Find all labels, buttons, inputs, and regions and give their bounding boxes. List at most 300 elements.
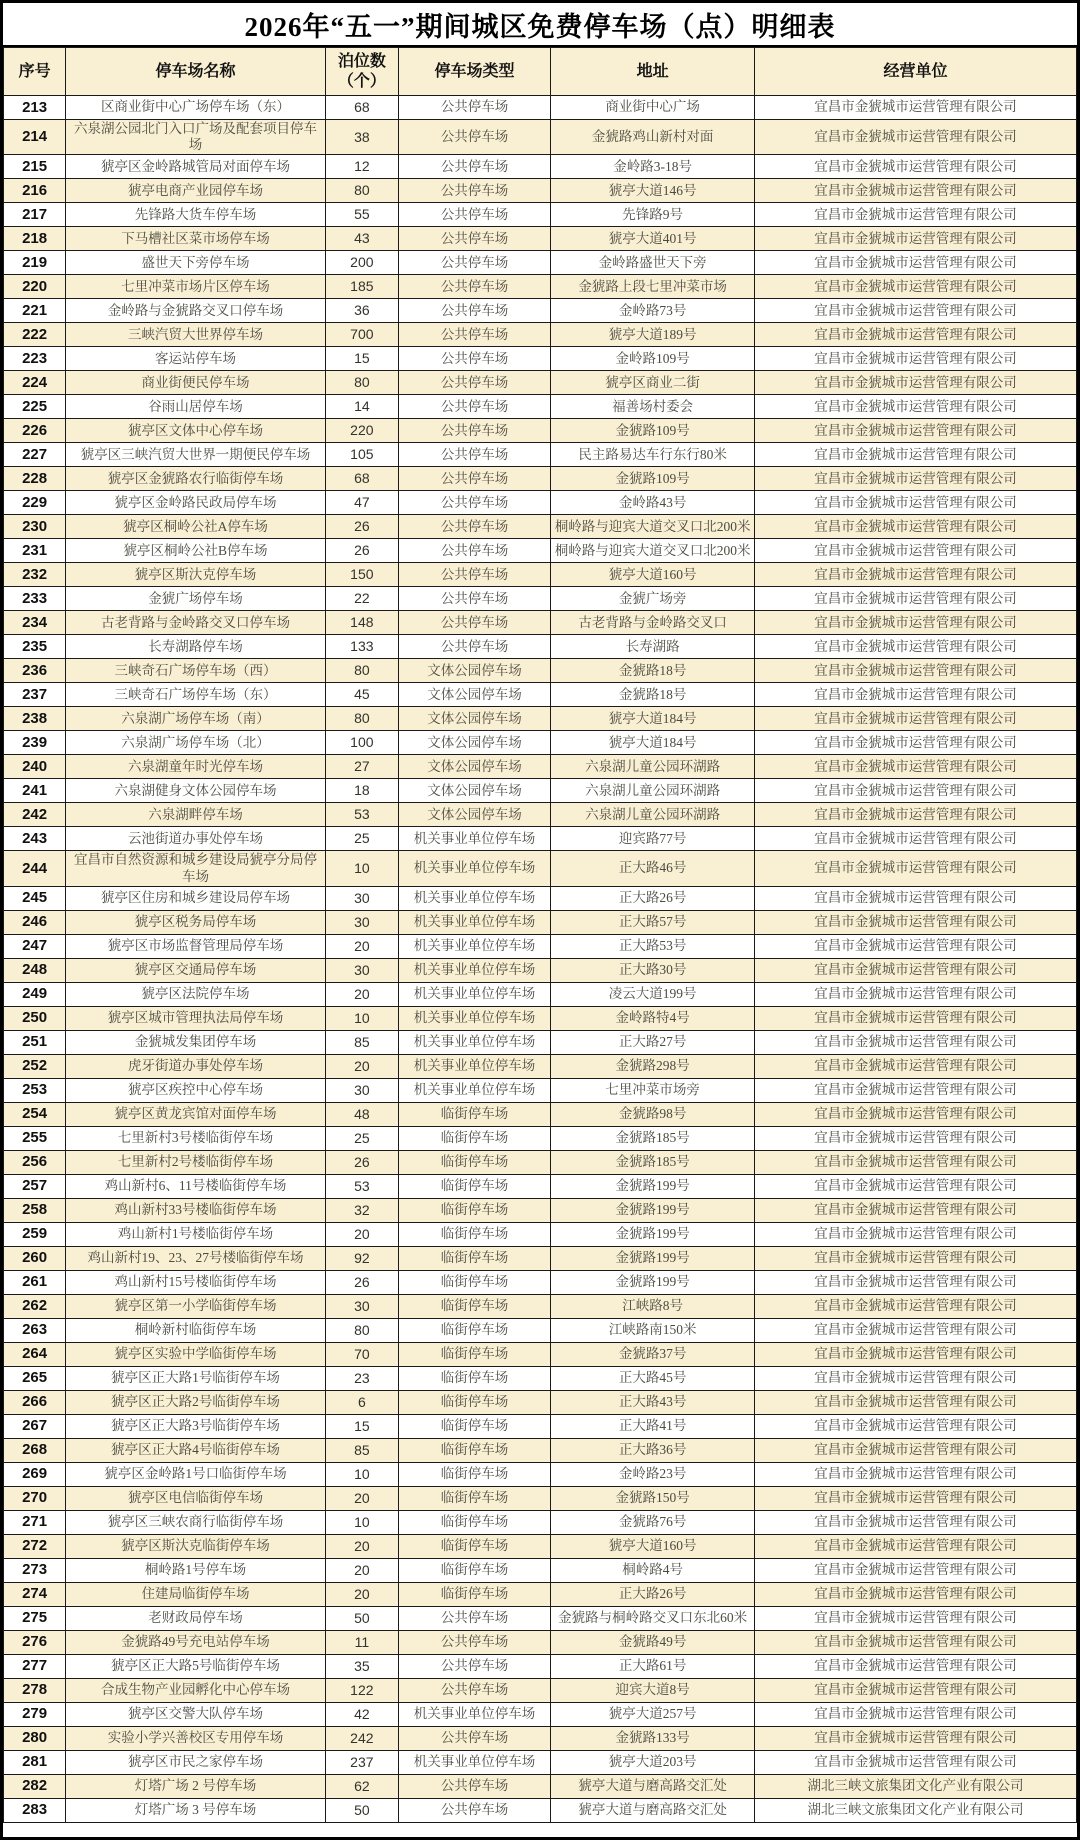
operator-cell: 湖北三峡文旅集团文化产业有限公司 — [755, 1774, 1077, 1798]
col-header-serial: 序号 — [4, 48, 66, 96]
address-cell: 迎宾路77号 — [551, 827, 755, 851]
operator-cell: 湖北三峡文旅集团文化产业有限公司 — [755, 1798, 1077, 1822]
spaces-cell: 20 — [325, 1486, 398, 1510]
spaces-cell: 15 — [325, 1414, 398, 1438]
name-cell: 三峡汽贸大世界停车场 — [66, 323, 326, 347]
table-row — [4, 851, 1077, 886]
address-cell: 金猇路199号 — [551, 1222, 755, 1246]
spaces-cell: 68 — [325, 96, 398, 120]
spaces-cell: 20 — [325, 982, 398, 1006]
operator-cell: 宜昌市金猇城市运营管理有限公司 — [755, 371, 1077, 395]
operator-cell: 宜昌市金猇城市运营管理有限公司 — [755, 827, 1077, 851]
address-cell: 猇亭大道203号 — [551, 1750, 755, 1774]
serial-cell: 218 — [4, 227, 66, 251]
table-body — [4, 96, 1077, 1823]
type-cell: 公共停车场 — [398, 323, 550, 347]
serial-cell: 281 — [4, 1750, 66, 1774]
name-cell: 猇亭区正大路1号临街停车场 — [66, 1366, 326, 1390]
serial-cell: 254 — [4, 1102, 66, 1126]
name-cell: 盛世天下旁停车场 — [66, 251, 326, 275]
serial-cell: 223 — [4, 347, 66, 371]
name-cell: 谷雨山居停车场 — [66, 395, 326, 419]
spaces-cell: 30 — [325, 1078, 398, 1102]
table-row — [4, 683, 1077, 707]
address-cell: 猇亭大道与磨高路交汇处 — [551, 1774, 755, 1798]
spaces-cell: 62 — [325, 1774, 398, 1798]
type-cell: 文体公园停车场 — [398, 779, 550, 803]
serial-cell: 251 — [4, 1030, 66, 1054]
serial-cell: 240 — [4, 755, 66, 779]
name-cell: 下马槽社区菜市场停车场 — [66, 227, 326, 251]
spaces-cell: 38 — [325, 120, 398, 155]
table-row — [4, 611, 1077, 635]
name-cell: 猇亭区正大路4号临街停车场 — [66, 1438, 326, 1462]
serial-cell: 259 — [4, 1222, 66, 1246]
table-row — [4, 1078, 1077, 1102]
spaces-cell: 80 — [325, 707, 398, 731]
spaces-cell: 30 — [325, 886, 398, 910]
type-cell: 文体公园停车场 — [398, 803, 550, 827]
name-cell: 鸡山新村15号楼临街停车场 — [66, 1270, 326, 1294]
type-cell: 公共停车场 — [398, 227, 550, 251]
serial-cell: 241 — [4, 779, 66, 803]
type-cell: 公共停车场 — [398, 395, 550, 419]
serial-cell: 228 — [4, 467, 66, 491]
table-row — [4, 1726, 1077, 1750]
table-row — [4, 886, 1077, 910]
table-row — [4, 347, 1077, 371]
type-cell: 公共停车场 — [398, 1630, 550, 1654]
operator-cell: 宜昌市金猇城市运营管理有限公司 — [755, 563, 1077, 587]
address-cell: 福善场村委会 — [551, 395, 755, 419]
serial-cell: 263 — [4, 1318, 66, 1342]
address-cell: 猇亭大道189号 — [551, 323, 755, 347]
operator-cell: 宜昌市金猇城市运营管理有限公司 — [755, 1606, 1077, 1630]
col-header-operator: 经营单位 — [755, 48, 1077, 96]
type-cell: 临街停车场 — [398, 1150, 550, 1174]
serial-cell: 239 — [4, 731, 66, 755]
spaces-cell: 50 — [325, 1798, 398, 1822]
spaces-cell: 15 — [325, 347, 398, 371]
table-row — [4, 1678, 1077, 1702]
table-row — [4, 707, 1077, 731]
table-row — [4, 323, 1077, 347]
spaces-cell: 14 — [325, 395, 398, 419]
table-row — [4, 203, 1077, 227]
address-cell: 七里冲菜市场旁 — [551, 1078, 755, 1102]
spaces-cell: 26 — [325, 1270, 398, 1294]
type-cell: 临街停车场 — [398, 1486, 550, 1510]
type-cell: 临街停车场 — [398, 1558, 550, 1582]
operator-cell: 宜昌市金猇城市运营管理有限公司 — [755, 1462, 1077, 1486]
name-cell: 猇亭区正大路2号临街停车场 — [66, 1390, 326, 1414]
spaces-cell: 185 — [325, 275, 398, 299]
table-row — [4, 587, 1077, 611]
address-cell: 商业街中心广场 — [551, 96, 755, 120]
table-row — [4, 155, 1077, 179]
address-cell: 金猇路上段七里冲菜市场 — [551, 275, 755, 299]
type-cell: 机关事业单位停车场 — [398, 1030, 550, 1054]
operator-cell: 宜昌市金猇城市运营管理有限公司 — [755, 515, 1077, 539]
name-cell: 猇亭区法院停车场 — [66, 982, 326, 1006]
operator-cell: 宜昌市金猇城市运营管理有限公司 — [755, 1054, 1077, 1078]
operator-cell: 宜昌市金猇城市运营管理有限公司 — [755, 120, 1077, 155]
operator-cell: 宜昌市金猇城市运营管理有限公司 — [755, 443, 1077, 467]
name-cell: 三峡奇石广场停车场（东） — [66, 683, 326, 707]
serial-cell: 252 — [4, 1054, 66, 1078]
address-cell: 江峡路8号 — [551, 1294, 755, 1318]
operator-cell: 宜昌市金猇城市运营管理有限公司 — [755, 1318, 1077, 1342]
spaces-cell: 100 — [325, 731, 398, 755]
table-row — [4, 1294, 1077, 1318]
type-cell: 公共停车场 — [398, 587, 550, 611]
address-cell: 江峡路南150米 — [551, 1318, 755, 1342]
type-cell: 公共停车场 — [398, 443, 550, 467]
table-row — [4, 467, 1077, 491]
type-cell: 公共停车场 — [398, 251, 550, 275]
operator-cell: 宜昌市金猇城市运营管理有限公司 — [755, 96, 1077, 120]
name-cell: 猇亭区斯汏克停车场 — [66, 563, 326, 587]
table-row — [4, 1102, 1077, 1126]
table-row — [4, 1054, 1077, 1078]
name-cell: 鸡山新村33号楼临街停车场 — [66, 1198, 326, 1222]
operator-cell: 宜昌市金猇城市运营管理有限公司 — [755, 1198, 1077, 1222]
address-cell: 六泉湖儿童公园环湖路 — [551, 803, 755, 827]
serial-cell: 224 — [4, 371, 66, 395]
table-row — [4, 1030, 1077, 1054]
operator-cell: 宜昌市金猇城市运营管理有限公司 — [755, 1678, 1077, 1702]
operator-cell: 宜昌市金猇城市运营管理有限公司 — [755, 467, 1077, 491]
type-cell: 公共停车场 — [398, 491, 550, 515]
name-cell: 古老背路与金岭路交叉口停车场 — [66, 611, 326, 635]
serial-cell: 215 — [4, 155, 66, 179]
spaces-cell: 20 — [325, 1582, 398, 1606]
name-cell: 实验小学兴善校区专用停车场 — [66, 1726, 326, 1750]
serial-cell: 261 — [4, 1270, 66, 1294]
address-cell: 金猇路133号 — [551, 1726, 755, 1750]
address-cell: 正大路46号 — [551, 851, 755, 886]
title-bar — [3, 3, 1077, 47]
name-cell: 猇亭区第一小学临街停车场 — [66, 1294, 326, 1318]
address-cell: 金岭路盛世天下旁 — [551, 251, 755, 275]
spaces-cell: 25 — [325, 1126, 398, 1150]
serial-cell: 275 — [4, 1606, 66, 1630]
operator-cell: 宜昌市金猇城市运营管理有限公司 — [755, 1270, 1077, 1294]
operator-cell: 宜昌市金猇城市运营管理有限公司 — [755, 1582, 1077, 1606]
name-cell: 六泉湖健身文体公园停车场 — [66, 779, 326, 803]
address-cell: 金猇路18号 — [551, 683, 755, 707]
address-cell: 桐岭路与迎宾大道交叉口北200米 — [551, 539, 755, 563]
operator-cell: 宜昌市金猇城市运营管理有限公司 — [755, 1030, 1077, 1054]
operator-cell: 宜昌市金猇城市运营管理有限公司 — [755, 1534, 1077, 1558]
operator-cell: 宜昌市金猇城市运营管理有限公司 — [755, 227, 1077, 251]
address-cell: 正大路45号 — [551, 1366, 755, 1390]
serial-cell: 213 — [4, 96, 66, 120]
col-header-address: 地址 — [551, 48, 755, 96]
address-cell: 金猇路109号 — [551, 419, 755, 443]
operator-cell: 宜昌市金猇城市运营管理有限公司 — [755, 179, 1077, 203]
spaces-cell: 20 — [325, 1558, 398, 1582]
type-cell: 公共停车场 — [398, 515, 550, 539]
type-cell: 机关事业单位停车场 — [398, 886, 550, 910]
address-cell: 正大路26号 — [551, 886, 755, 910]
name-cell: 六泉湖畔停车场 — [66, 803, 326, 827]
name-cell: 云池街道办事处停车场 — [66, 827, 326, 851]
table-row — [4, 1438, 1077, 1462]
table-row — [4, 1198, 1077, 1222]
serial-cell: 249 — [4, 982, 66, 1006]
name-cell: 住建局临街停车场 — [66, 1582, 326, 1606]
serial-cell: 274 — [4, 1582, 66, 1606]
operator-cell: 宜昌市金猇城市运营管理有限公司 — [755, 1654, 1077, 1678]
type-cell: 公共停车场 — [398, 299, 550, 323]
table-row — [4, 1582, 1077, 1606]
operator-cell: 宜昌市金猇城市运营管理有限公司 — [755, 419, 1077, 443]
name-cell: 猇亭区三峡汽贸大世界一期便民停车场 — [66, 443, 326, 467]
address-cell: 正大路61号 — [551, 1654, 755, 1678]
address-cell: 正大路53号 — [551, 934, 755, 958]
type-cell: 机关事业单位停车场 — [398, 1702, 550, 1726]
name-cell: 猇亭区疾控中心停车场 — [66, 1078, 326, 1102]
name-cell: 六泉湖童年时光停车场 — [66, 755, 326, 779]
serial-cell: 264 — [4, 1342, 66, 1366]
table-row — [4, 515, 1077, 539]
table-row — [4, 958, 1077, 982]
type-cell: 公共停车场 — [398, 155, 550, 179]
table-row — [4, 120, 1077, 155]
serial-cell: 260 — [4, 1246, 66, 1270]
spaces-cell: 50 — [325, 1606, 398, 1630]
address-cell: 正大路36号 — [551, 1438, 755, 1462]
type-cell: 临街停车场 — [398, 1126, 550, 1150]
serial-cell: 230 — [4, 515, 66, 539]
type-cell: 临街停车场 — [398, 1534, 550, 1558]
table-row — [4, 1534, 1077, 1558]
address-cell: 正大路43号 — [551, 1390, 755, 1414]
address-cell: 猇亭大道184号 — [551, 731, 755, 755]
type-cell: 机关事业单位停车场 — [398, 1006, 550, 1030]
type-cell: 临街停车场 — [398, 1174, 550, 1198]
table-row — [4, 910, 1077, 934]
type-cell: 公共停车场 — [398, 1654, 550, 1678]
serial-cell: 243 — [4, 827, 66, 851]
operator-cell: 宜昌市金猇城市运营管理有限公司 — [755, 1510, 1077, 1534]
address-cell: 金岭路109号 — [551, 347, 755, 371]
name-cell: 猇亭区金岭路民政局停车场 — [66, 491, 326, 515]
serial-cell: 279 — [4, 1702, 66, 1726]
table-row — [4, 1366, 1077, 1390]
operator-cell: 宜昌市金猇城市运营管理有限公司 — [755, 299, 1077, 323]
spaces-cell: 10 — [325, 1462, 398, 1486]
spaces-cell: 10 — [325, 1510, 398, 1534]
serial-cell: 250 — [4, 1006, 66, 1030]
type-cell: 临街停车场 — [398, 1222, 550, 1246]
address-cell: 迎宾大道8号 — [551, 1678, 755, 1702]
name-cell: 猇亭区城市管理执法局停车场 — [66, 1006, 326, 1030]
spaces-cell: 53 — [325, 803, 398, 827]
name-cell: 三峡奇石广场停车场（西） — [66, 659, 326, 683]
operator-cell: 宜昌市金猇城市运营管理有限公司 — [755, 731, 1077, 755]
address-cell: 金猇路199号 — [551, 1174, 755, 1198]
address-cell: 正大路27号 — [551, 1030, 755, 1054]
table-row — [4, 1246, 1077, 1270]
address-cell: 猇亭大道160号 — [551, 563, 755, 587]
table-row — [4, 491, 1077, 515]
operator-cell: 宜昌市金猇城市运营管理有限公司 — [755, 323, 1077, 347]
type-cell: 机关事业单位停车场 — [398, 1750, 550, 1774]
operator-cell: 宜昌市金猇城市运营管理有限公司 — [755, 958, 1077, 982]
name-cell: 猇亭区交通局停车场 — [66, 958, 326, 982]
name-cell: 猇亭区实验中学临街停车场 — [66, 1342, 326, 1366]
table-row — [4, 419, 1077, 443]
name-cell: 猇亭区市场监督管理局停车场 — [66, 934, 326, 958]
table-row — [4, 731, 1077, 755]
name-cell: 长寿湖路停车场 — [66, 635, 326, 659]
type-cell: 机关事业单位停车场 — [398, 934, 550, 958]
serial-cell: 247 — [4, 934, 66, 958]
operator-cell: 宜昌市金猇城市运营管理有限公司 — [755, 611, 1077, 635]
serial-cell: 276 — [4, 1630, 66, 1654]
type-cell: 临街停车场 — [398, 1462, 550, 1486]
name-cell: 猇亭区金猇路农行临街停车场 — [66, 467, 326, 491]
address-cell: 金猇路49号 — [551, 1630, 755, 1654]
address-cell: 正大路30号 — [551, 958, 755, 982]
table-row — [4, 1270, 1077, 1294]
spaces-cell: 55 — [325, 203, 398, 227]
name-cell: 六泉湖广场停车场（北） — [66, 731, 326, 755]
serial-cell: 258 — [4, 1198, 66, 1222]
address-cell: 金猇路199号 — [551, 1270, 755, 1294]
type-cell: 文体公园停车场 — [398, 731, 550, 755]
serial-cell: 270 — [4, 1486, 66, 1510]
serial-cell: 267 — [4, 1414, 66, 1438]
type-cell: 机关事业单位停车场 — [398, 851, 550, 886]
operator-cell: 宜昌市金猇城市运营管理有限公司 — [755, 683, 1077, 707]
table-row — [4, 251, 1077, 275]
address-cell: 猇亭区商业二街 — [551, 371, 755, 395]
operator-cell: 宜昌市金猇城市运营管理有限公司 — [755, 1102, 1077, 1126]
address-cell: 长寿湖路 — [551, 635, 755, 659]
name-cell: 七里新村2号楼临街停车场 — [66, 1150, 326, 1174]
table-row — [4, 1750, 1077, 1774]
serial-cell: 265 — [4, 1366, 66, 1390]
spaces-cell: 42 — [325, 1702, 398, 1726]
type-cell: 公共停车场 — [398, 539, 550, 563]
spaces-cell: 220 — [325, 419, 398, 443]
name-cell: 猇亭区正大路5号临街停车场 — [66, 1654, 326, 1678]
serial-cell: 236 — [4, 659, 66, 683]
address-cell: 六泉湖儿童公园环湖路 — [551, 755, 755, 779]
serial-cell: 282 — [4, 1774, 66, 1798]
spaces-cell: 133 — [325, 635, 398, 659]
table-row — [4, 299, 1077, 323]
serial-cell: 226 — [4, 419, 66, 443]
name-cell: 区商业街中心广场停车场（东） — [66, 96, 326, 120]
spaces-cell: 68 — [325, 467, 398, 491]
type-cell: 公共停车场 — [398, 467, 550, 491]
address-cell: 金猇路185号 — [551, 1150, 755, 1174]
header-row — [4, 48, 1077, 96]
spaces-cell: 92 — [325, 1246, 398, 1270]
name-cell: 猇亭区金岭路城管局对面停车场 — [66, 155, 326, 179]
address-cell: 猇亭大道与磨高路交汇处 — [551, 1798, 755, 1822]
operator-cell: 宜昌市金猇城市运营管理有限公司 — [755, 1342, 1077, 1366]
spaces-cell: 70 — [325, 1342, 398, 1366]
serial-cell: 217 — [4, 203, 66, 227]
name-cell: 猇亭区市民之家停车场 — [66, 1750, 326, 1774]
type-cell: 临街停车场 — [398, 1582, 550, 1606]
address-cell: 民主路易达车行东行80米 — [551, 443, 755, 467]
name-cell: 客运站停车场 — [66, 347, 326, 371]
serial-cell: 246 — [4, 910, 66, 934]
operator-cell: 宜昌市金猇城市运营管理有限公司 — [755, 1294, 1077, 1318]
address-cell: 猇亭大道184号 — [551, 707, 755, 731]
table-row — [4, 1630, 1077, 1654]
spaces-cell: 36 — [325, 299, 398, 323]
operator-cell: 宜昌市金猇城市运营管理有限公司 — [755, 539, 1077, 563]
address-cell: 金猇路18号 — [551, 659, 755, 683]
address-cell: 正大路41号 — [551, 1414, 755, 1438]
col-header-name: 停车场名称 — [66, 48, 326, 96]
type-cell: 公共停车场 — [398, 96, 550, 120]
serial-cell: 227 — [4, 443, 66, 467]
operator-cell: 宜昌市金猇城市运营管理有限公司 — [755, 203, 1077, 227]
type-cell: 公共停车场 — [398, 179, 550, 203]
name-cell: 猇亭区税务局停车场 — [66, 910, 326, 934]
type-cell: 临街停车场 — [398, 1390, 550, 1414]
spaces-cell: 43 — [325, 227, 398, 251]
table-row — [4, 934, 1077, 958]
table-row — [4, 1798, 1077, 1822]
spaces-cell: 105 — [325, 443, 398, 467]
address-cell: 猇亭大道257号 — [551, 1702, 755, 1726]
page-title: 2026年“五一”期间城区免费停车场（点）明细表 — [244, 11, 836, 42]
address-cell: 金岭路23号 — [551, 1462, 755, 1486]
operator-cell: 宜昌市金猇城市运营管理有限公司 — [755, 910, 1077, 934]
spaces-cell: 80 — [325, 179, 398, 203]
serial-cell: 280 — [4, 1726, 66, 1750]
type-cell: 文体公园停车场 — [398, 683, 550, 707]
name-cell: 猇亭区电信临街停车场 — [66, 1486, 326, 1510]
type-cell: 公共停车场 — [398, 635, 550, 659]
serial-cell: 216 — [4, 179, 66, 203]
name-cell: 先锋路大货车停车场 — [66, 203, 326, 227]
name-cell: 金猇城发集团停车场 — [66, 1030, 326, 1054]
type-cell: 公共停车场 — [398, 1678, 550, 1702]
address-cell: 金岭路3-18号 — [551, 155, 755, 179]
spaces-cell: 35 — [325, 1654, 398, 1678]
type-cell: 机关事业单位停车场 — [398, 1078, 550, 1102]
serial-cell: 256 — [4, 1150, 66, 1174]
spaces-cell: 6 — [325, 1390, 398, 1414]
spaces-cell: 80 — [325, 659, 398, 683]
address-cell: 正大路26号 — [551, 1582, 755, 1606]
table-row — [4, 563, 1077, 587]
table-row — [4, 179, 1077, 203]
name-cell: 合成生物产业园孵化中心停车场 — [66, 1678, 326, 1702]
name-cell: 六泉湖广场停车场（南） — [66, 707, 326, 731]
operator-cell: 宜昌市金猇城市运营管理有限公司 — [755, 1246, 1077, 1270]
table-row — [4, 539, 1077, 563]
serial-cell: 268 — [4, 1438, 66, 1462]
type-cell: 文体公园停车场 — [398, 707, 550, 731]
serial-cell: 255 — [4, 1126, 66, 1150]
address-cell: 桐岭路4号 — [551, 1558, 755, 1582]
table-row — [4, 827, 1077, 851]
col-header-type: 停车场类型 — [398, 48, 550, 96]
table-row — [4, 395, 1077, 419]
type-cell: 公共停车场 — [398, 371, 550, 395]
